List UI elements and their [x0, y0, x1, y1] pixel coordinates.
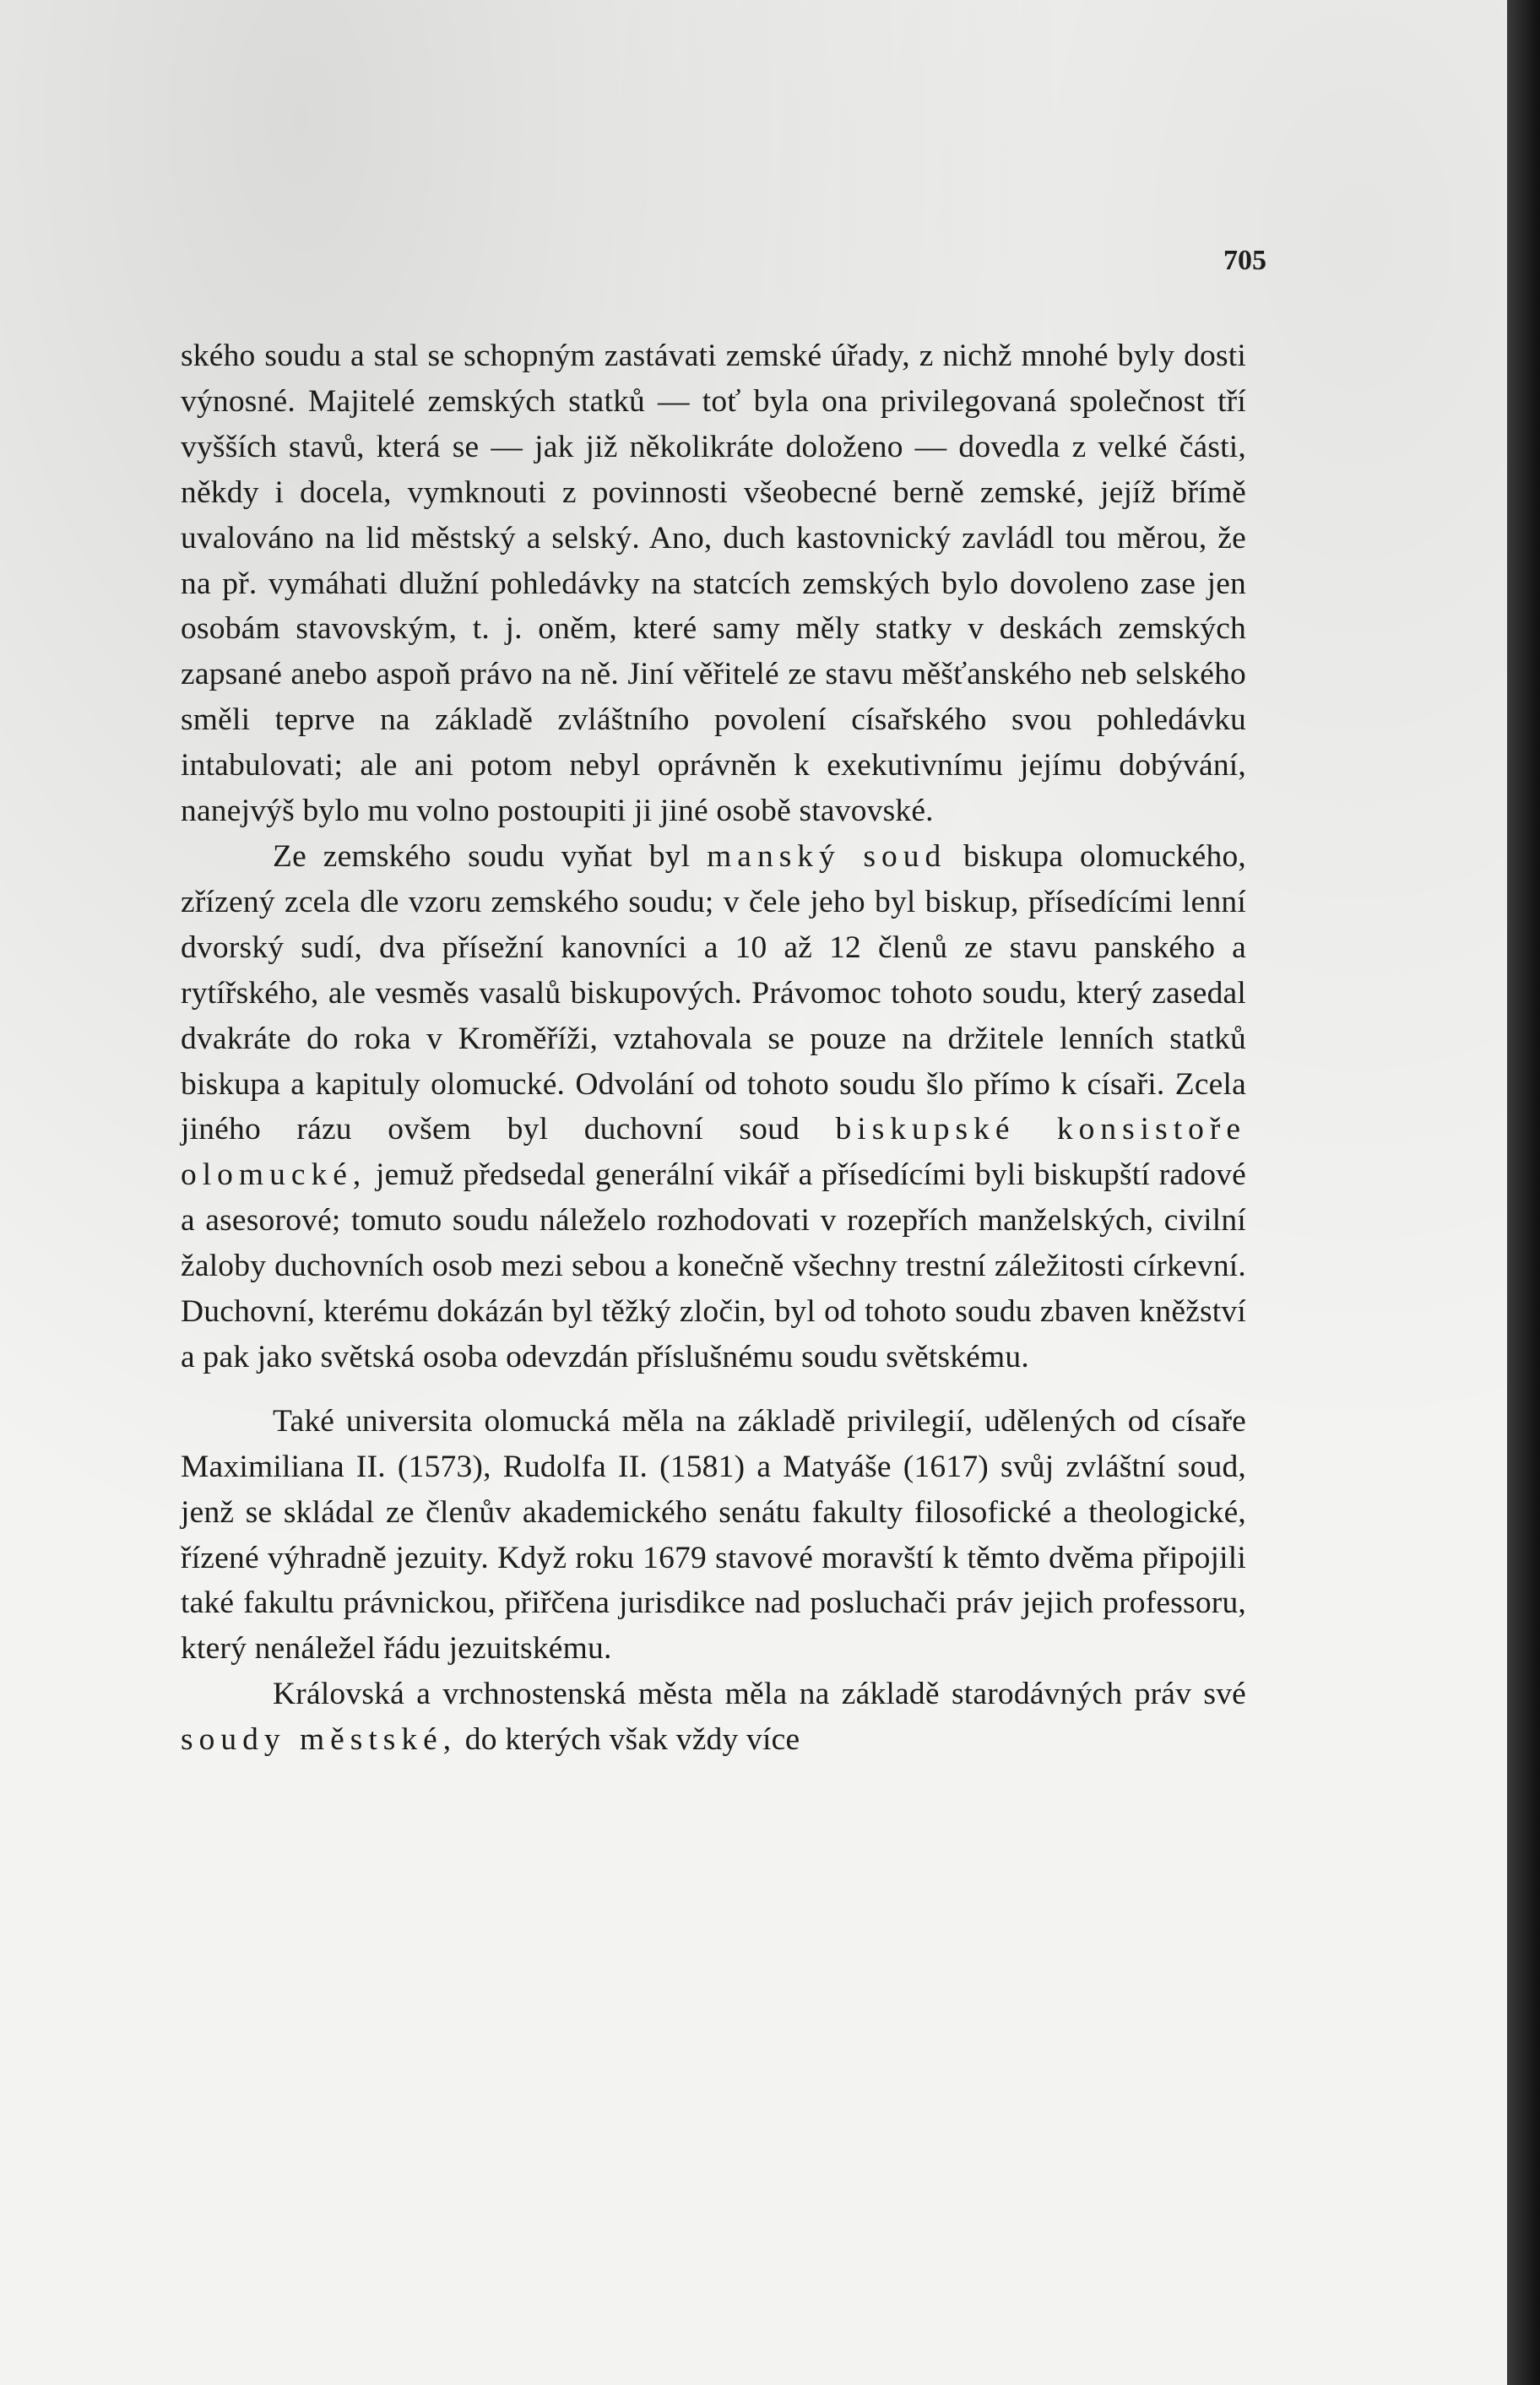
- paragraph-2-part2: biskupa olomuckého, zřízený zcela dle vzoru zemského soudu; v čele jeho byl biskup, přísedícími lenní dvorský sudí, dva přísežní kanovníci a 10 až 12 členů ze stavu panského a rytířského, ale vesměs vasalů biskupových. Právomoc tohoto soudu, který zasedal dvakráte do roka v Kroměříži, vztahovala se pouze na držitele lenních statků biskupa a kapituly olomucké. Odvolání od tohoto soudu šlo přímo k císaři. Zcela jiného rázu ovšem byl duchovní soud: [181, 838, 1246, 1147]
- paragraph-1: [181, 333, 1246, 834]
- body-text: [181, 333, 1246, 1763]
- paragraph-2-part3: jemuž předsedal generální vikář a přísedícími byli biskupští radové a asesorové; tomuto soudu náleželo rozhodovati v rozepřích manželských, civilní žaloby duchovních osob mezi sebou a konečně všechny trestní záležitosti církevní. Duchovní, kterému dokázán byl těžký zločin, byl od tohoto soudu zbaven kněžství a pak jako světská osoba odevzdán příslušnému soudu světskému.: [181, 1157, 1247, 1374]
- page-number: 705: [1223, 245, 1266, 276]
- emphasis-consistory: biskupské konsistoře olomucké,: [181, 1112, 1246, 1193]
- paragraph-2-part1: Ze zemského soudu vyňat byl: [273, 838, 691, 874]
- paragraph-4: [181, 1672, 1246, 1763]
- scan-edge: [1507, 0, 1540, 2385]
- paragraph-4-part1: Královská a vrchnostenská města měla na základě starodávných práv své: [273, 1677, 1246, 1712]
- paragraph-3: [181, 1399, 1246, 1672]
- paragraph-4-part2: do kterých však vždy více: [464, 1722, 800, 1758]
- paragraph-3-text: Také universita olomucká měla na základě privilegií, udělených od císaře Maximiliana II. (1573), Rudolfa II. (1581) a Matyáše (1617) svůj zvláštní soud, jenž se skládal ze členův akademického senátu fakulty filosofické a theologické, řízené výhradně jezuity. Když roku 1679 stavové moravští k těmto dvěma připojili také fakultu právnickou, přiřčena jurisdikce nad posluchači práv jejich professoru, který nenáležel řádu jezuitskému.: [181, 1403, 1246, 1667]
- paragraph-1-text: ského soudu a stal se schopným zastávati zemské úřady, z nichž mnohé byly dosti výnosné. Majitelé zemských statků — toť byla ona privilegovaná společnost tří vyšších stavů, která se — jak již několikráte doloženo — dovedla z velké části, někdy i docela, vymknouti z povinnosti všeobecné berně zemské, jejíž břímě uvalováno na lid městský a selský. Ano, duch kastovnický zavládl tou měrou, že na př. vymáhati dlužní pohledávky na statcích zemských bylo dovoleno zase jen osobám stavovským, t. j. oněm, které samy měly statky v deskách zemských zapsané anebo aspoň právo na ně. Jiní věřitelé ze stavu měšťanského neb selského směli teprve na základě zvláštního povolení císařského svou pohledávku intabulovati; ale ani potom nebyl oprávněn k exekutivnímu jejímu dobývání, nanejvýš bylo mu volno postoupiti ji jiné osobě stavovské.: [181, 339, 1246, 829]
- emphasis-manor-court: manský soud: [707, 838, 947, 874]
- emphasis-city-courts: soudy městské,: [181, 1722, 458, 1758]
- paragraph-gap: [181, 1380, 1246, 1399]
- paragraph-2: [181, 834, 1246, 1380]
